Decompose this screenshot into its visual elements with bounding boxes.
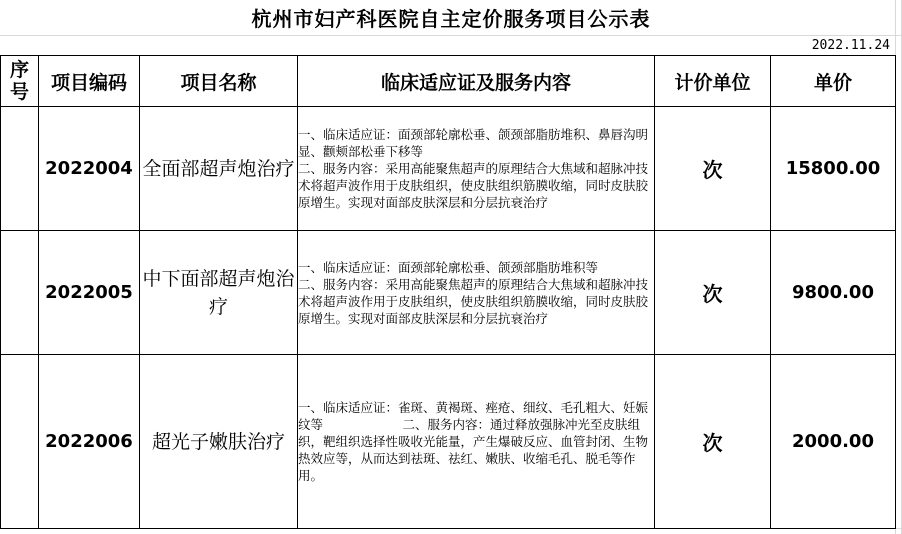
header-content: 临床适应证及服务内容: [298, 56, 655, 107]
item-unit: 次: [655, 107, 771, 231]
row-seq: [1, 231, 39, 355]
publish-date: 2022.11.24: [811, 38, 890, 53]
item-unit: 次: [655, 231, 771, 355]
table-row: [1, 231, 896, 355]
item-name: 中下面部超声炮治疗: [140, 231, 298, 355]
table-header-row: [1, 56, 896, 107]
header-unit: 计价单位: [655, 56, 771, 107]
item-content: 一、临床适应证：面颈部轮廓松垂、颌颈部脂肪堆积等 二、服务内容：采用高能聚焦超声的原理结合大焦域和超脉冲技术将超声波作用于皮肤组织，使皮肤组织筋膜收缩，同时皮肤胶原增生。实现对面部皮肤深层和分层抗衰治疗: [298, 231, 655, 355]
header-name: 项目名称: [140, 56, 298, 107]
item-content: 一、临床适应证：面颈部轮廓松垂、颌颈部脂肪堆积、鼻唇沟明显、颧颊部松垂下移等 二、服务内容：采用高能聚焦超声的原理结合大焦域和超脉冲技术将超声波作用于皮肤组织，使皮肤组织筋膜收缩，同时皮肤胶原增生。实现对面部皮肤深层和分层抗衰治疗: [298, 107, 655, 231]
item-code: 2022005: [39, 231, 140, 355]
table-row: [1, 355, 896, 529]
table-row: [1, 107, 896, 231]
item-name: 全面部超声炮治疗: [140, 107, 298, 231]
header-code: 项目编码: [39, 56, 140, 107]
page-title: 杭州市妇产科医院自主定价服务项目公示表: [251, 7, 651, 31]
item-code: 2022004: [39, 107, 140, 231]
price-table: [0, 55, 896, 529]
item-name: 超光子嫩肤治疗: [140, 355, 298, 529]
item-unit: 次: [655, 355, 771, 529]
item-price: 2000.00: [771, 355, 896, 529]
header-seq: 序号: [1, 56, 39, 107]
item-price: 15800.00: [771, 107, 896, 231]
header-price: 单价: [771, 56, 896, 107]
item-content: 一、临床适应证：雀斑、黄褐斑、痤疮、细纹、毛孔粗大、妊娠纹等 二、服务内容：通过释放强脉冲光至皮肤组织，靶组织选择性吸收光能量，产生爆破反应、血管封闭、生物热效应等，从而达到祛斑、祛红、嫩肤、收缩毛孔、脱毛等作用。: [298, 355, 655, 529]
row-seq: [1, 107, 39, 231]
item-price: 9800.00: [771, 231, 896, 355]
row-seq: [1, 355, 39, 529]
item-code: 2022006: [39, 355, 140, 529]
